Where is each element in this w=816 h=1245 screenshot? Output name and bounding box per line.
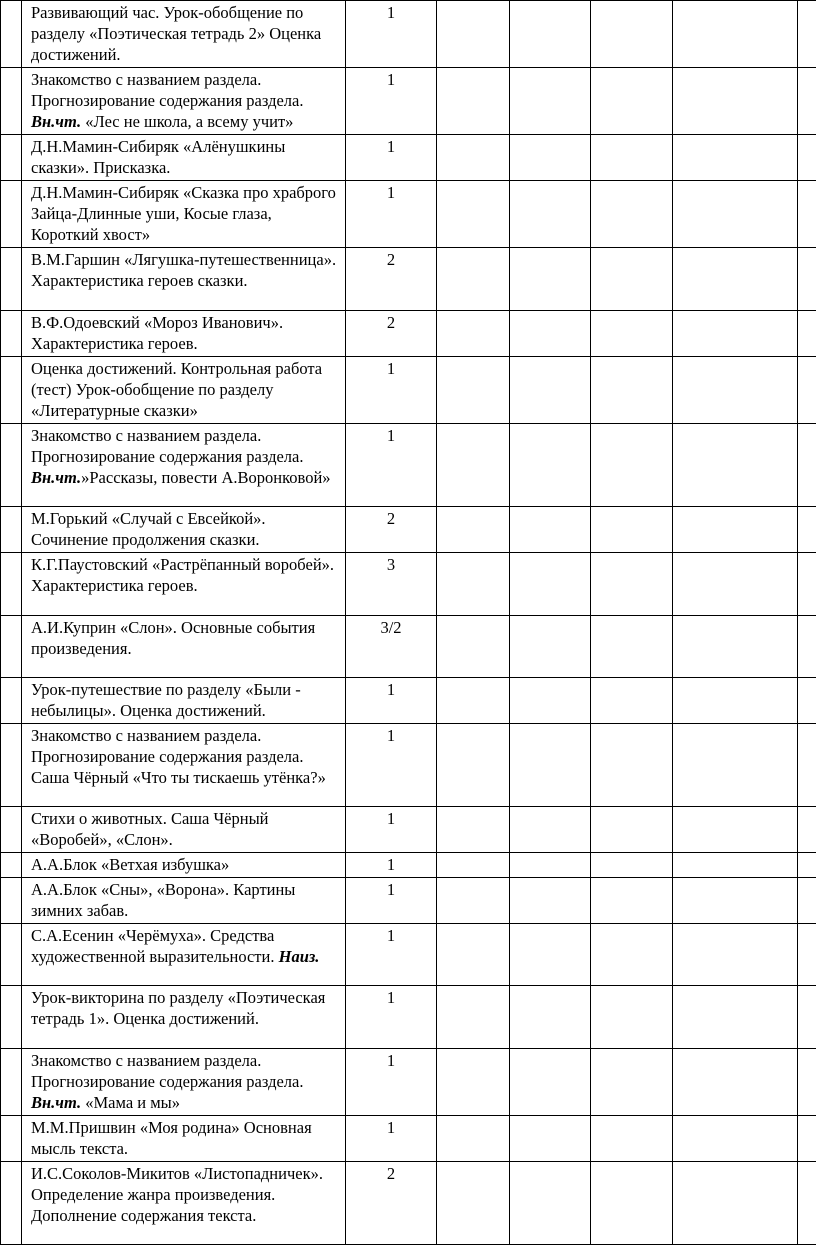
row-number-cell <box>1 986 22 1049</box>
hours-value: 2 <box>346 507 436 529</box>
lesson-topic-text: И.С.Соколов-Микитов «Листопадничек». Определение жанра произведения. Дополнение содержания текста. <box>31 1164 323 1225</box>
lesson-topic-cell <box>22 986 346 1049</box>
table-row <box>1 248 816 311</box>
lesson-topic-text: Оценка достижений. Контрольная работа (тест) Урок-обобщение по разделу «Литературные сказки» <box>31 359 322 420</box>
empty-cell-2 <box>510 311 591 357</box>
empty-cell-4 <box>673 986 798 1049</box>
table-row <box>1 507 816 553</box>
lesson-topic-text: Стихи о животных. Саша Чёрный «Воробей», «Слон». <box>31 809 269 849</box>
empty-cell-4 <box>673 853 798 878</box>
empty-cell-3 <box>591 181 673 248</box>
empty-cell-2 <box>510 68 591 135</box>
lesson-topic-text: В.Ф.Одоевский «Мороз Иванович». Характеристика героев. <box>31 313 283 353</box>
hours-cell <box>346 553 437 616</box>
empty-cell-2 <box>510 424 591 507</box>
lesson-topic-cell <box>22 135 346 181</box>
empty-cell-4 <box>673 1116 798 1162</box>
empty-cell-4 <box>673 724 798 807</box>
hours-value: 3 <box>346 553 436 575</box>
lesson-topic-text: С.А.Есенин «Черёмуха». Средства художественной выразительности. <box>31 926 274 966</box>
empty-cell-3 <box>591 924 673 986</box>
row-number-cell <box>1 853 22 878</box>
empty-cell-4 <box>673 878 798 924</box>
empty-cell-3 <box>591 68 673 135</box>
empty-cell-3 <box>591 724 673 807</box>
empty-cell-5 <box>798 311 816 357</box>
empty-cell-4 <box>673 424 798 507</box>
table-row <box>1 357 816 424</box>
empty-cell-1 <box>437 616 510 678</box>
lesson-topic-cell <box>22 1049 346 1116</box>
hours-cell <box>346 1116 437 1162</box>
empty-cell-4 <box>673 924 798 986</box>
empty-cell-5 <box>798 986 816 1049</box>
empty-cell-2 <box>510 878 591 924</box>
hours-value: 1 <box>346 724 436 746</box>
empty-cell-3 <box>591 135 673 181</box>
row-number-cell <box>1 1116 22 1162</box>
empty-cell-5 <box>798 553 816 616</box>
empty-cell-2 <box>510 678 591 724</box>
empty-cell-1 <box>437 1 510 68</box>
lesson-topic-cell <box>22 424 346 507</box>
lesson-topic-extra: «Мама и мы» <box>81 1093 180 1112</box>
lesson-topic-label: Вн.чт. <box>31 468 81 487</box>
lesson-topic-cell <box>22 724 346 807</box>
lesson-topic-extra: »Рассказы, повести А.Воронковой» <box>81 468 330 487</box>
row-number-cell <box>1 181 22 248</box>
empty-cell-3 <box>591 986 673 1049</box>
table-row <box>1 1162 816 1245</box>
hours-cell <box>346 507 437 553</box>
row-number-cell <box>1 135 22 181</box>
lesson-topic-text: Знакомство с названием раздела. Прогнозирование содержания раздела. <box>31 1051 303 1091</box>
lesson-topic-label: Вн.чт. <box>31 1093 81 1112</box>
empty-cell-1 <box>437 68 510 135</box>
row-number-cell <box>1 248 22 311</box>
lesson-topic-cell <box>22 1162 346 1245</box>
hours-value: 1 <box>346 807 436 829</box>
hours-value: 2 <box>346 1162 436 1184</box>
hours-value: 1 <box>346 181 436 203</box>
empty-cell-2 <box>510 135 591 181</box>
row-number-cell <box>1 1162 22 1245</box>
hours-cell <box>346 248 437 311</box>
row-number-cell <box>1 807 22 853</box>
table-row <box>1 807 816 853</box>
empty-cell-5 <box>798 924 816 986</box>
hours-value: 2 <box>346 311 436 333</box>
hours-cell <box>346 853 437 878</box>
table-row <box>1 878 816 924</box>
lesson-topic-cell <box>22 357 346 424</box>
lesson-topic-text: Развивающий час. Урок-обобщение по разделу «Поэтическая тетрадь 2» Оценка достижений. <box>31 3 321 64</box>
lesson-topic-cell <box>22 553 346 616</box>
row-number-cell <box>1 507 22 553</box>
empty-cell-5 <box>798 616 816 678</box>
table-row <box>1 311 816 357</box>
lesson-topic-text: К.Г.Паустовский «Растрёпанный воробей». Характеристика героев. <box>31 555 334 595</box>
lesson-topic-label: Наиз. <box>279 947 320 966</box>
empty-cell-5 <box>798 853 816 878</box>
empty-cell-1 <box>437 924 510 986</box>
empty-cell-1 <box>437 181 510 248</box>
row-number-cell <box>1 553 22 616</box>
empty-cell-4 <box>673 678 798 724</box>
empty-cell-4 <box>673 507 798 553</box>
lesson-topic-text: А.А.Блок «Сны», «Ворона». Картины зимних забав. <box>31 880 295 920</box>
table-row <box>1 135 816 181</box>
table-row <box>1 853 816 878</box>
empty-cell-5 <box>798 424 816 507</box>
lesson-topic-text: А.А.Блок «Ветхая избушка» <box>31 855 229 874</box>
empty-cell-3 <box>591 1 673 68</box>
row-number-cell <box>1 424 22 507</box>
empty-cell-1 <box>437 1162 510 1245</box>
empty-cell-1 <box>437 311 510 357</box>
table-row <box>1 181 816 248</box>
hours-cell <box>346 1162 437 1245</box>
empty-cell-1 <box>437 853 510 878</box>
empty-cell-4 <box>673 248 798 311</box>
empty-cell-3 <box>591 1162 673 1245</box>
empty-cell-3 <box>591 853 673 878</box>
empty-cell-2 <box>510 986 591 1049</box>
empty-cell-3 <box>591 616 673 678</box>
lesson-topic-cell <box>22 1116 346 1162</box>
hours-value: 3/2 <box>346 616 436 638</box>
empty-cell-5 <box>798 1116 816 1162</box>
row-number-cell <box>1 1049 22 1116</box>
empty-cell-3 <box>591 807 673 853</box>
row-number-cell <box>1 924 22 986</box>
empty-cell-4 <box>673 357 798 424</box>
table-body <box>1 1 816 1245</box>
hours-cell <box>346 357 437 424</box>
empty-cell-4 <box>673 616 798 678</box>
empty-cell-3 <box>591 678 673 724</box>
hours-value: 1 <box>346 853 436 875</box>
empty-cell-1 <box>437 1049 510 1116</box>
hours-cell <box>346 807 437 853</box>
empty-cell-2 <box>510 248 591 311</box>
lesson-topic-cell <box>22 507 346 553</box>
hours-value: 1 <box>346 1 436 23</box>
empty-cell-2 <box>510 616 591 678</box>
table-row <box>1 678 816 724</box>
table-row <box>1 1049 816 1116</box>
hours-cell <box>346 878 437 924</box>
row-number-cell <box>1 357 22 424</box>
table-row <box>1 924 816 986</box>
table-row <box>1 616 816 678</box>
empty-cell-1 <box>437 807 510 853</box>
empty-cell-1 <box>437 1116 510 1162</box>
empty-cell-1 <box>437 724 510 807</box>
lesson-topic-cell <box>22 853 346 878</box>
hours-value: 1 <box>346 424 436 446</box>
lesson-topic-text: Знакомство с названием раздела. Прогнозирование содержания раздела. Саша Чёрный «Что ты тискаешь утёнка?» <box>31 726 326 787</box>
row-number-cell <box>1 311 22 357</box>
empty-cell-1 <box>437 507 510 553</box>
hours-value: 1 <box>346 986 436 1008</box>
hours-value: 1 <box>346 1049 436 1071</box>
empty-cell-3 <box>591 424 673 507</box>
empty-cell-5 <box>798 248 816 311</box>
lesson-topic-text: А.И.Куприн «Слон». Основные события произведения. <box>31 618 315 658</box>
empty-cell-3 <box>591 311 673 357</box>
empty-cell-1 <box>437 424 510 507</box>
empty-cell-4 <box>673 311 798 357</box>
empty-cell-2 <box>510 724 591 807</box>
hours-cell <box>346 986 437 1049</box>
empty-cell-2 <box>510 807 591 853</box>
hours-cell <box>346 68 437 135</box>
hours-value: 1 <box>346 878 436 900</box>
empty-cell-1 <box>437 248 510 311</box>
empty-cell-3 <box>591 248 673 311</box>
row-number-cell <box>1 724 22 807</box>
lesson-topic-cell <box>22 68 346 135</box>
hours-value: 1 <box>346 357 436 379</box>
lesson-topic-text: Урок-викторина по разделу «Поэтическая тетрадь 1». Оценка достижений. <box>31 988 325 1028</box>
lesson-topic-cell <box>22 1 346 68</box>
hours-cell <box>346 311 437 357</box>
empty-cell-2 <box>510 1116 591 1162</box>
hours-cell <box>346 135 437 181</box>
lesson-topic-text: Д.Н.Мамин-Сибиряк «Сказка про храброго Зайца-Длинные уши, Косые глаза, Короткий хвост» <box>31 183 336 244</box>
hours-value: 1 <box>346 135 436 157</box>
empty-cell-1 <box>437 357 510 424</box>
empty-cell-1 <box>437 678 510 724</box>
empty-cell-5 <box>798 507 816 553</box>
row-number-cell <box>1 68 22 135</box>
empty-cell-4 <box>673 553 798 616</box>
empty-cell-5 <box>798 181 816 248</box>
lesson-topic-text: М.Горький «Случай с Евсейкой». Сочинение продолжения сказки. <box>31 509 266 549</box>
empty-cell-2 <box>510 1049 591 1116</box>
empty-cell-2 <box>510 1162 591 1245</box>
hours-cell <box>346 724 437 807</box>
table-row <box>1 424 816 507</box>
hours-cell <box>346 924 437 986</box>
empty-cell-5 <box>798 1162 816 1245</box>
lesson-topic-cell <box>22 248 346 311</box>
empty-cell-1 <box>437 878 510 924</box>
table-row <box>1 553 816 616</box>
hours-cell <box>346 1049 437 1116</box>
empty-cell-5 <box>798 357 816 424</box>
lesson-topic-text: М.М.Пришвин «Моя родина» Основная мысль текста. <box>31 1118 312 1158</box>
empty-cell-4 <box>673 807 798 853</box>
table-row <box>1 986 816 1049</box>
empty-cell-5 <box>798 135 816 181</box>
empty-cell-3 <box>591 1049 673 1116</box>
lesson-topic-text: Знакомство с названием раздела. Прогнозирование содержания раздела. <box>31 426 303 466</box>
row-number-cell <box>1 678 22 724</box>
empty-cell-5 <box>798 878 816 924</box>
empty-cell-5 <box>798 724 816 807</box>
lesson-topic-text: Знакомство с названием раздела. Прогнозирование содержания раздела. <box>31 70 303 110</box>
lesson-topic-cell <box>22 181 346 248</box>
empty-cell-5 <box>798 678 816 724</box>
empty-cell-4 <box>673 1 798 68</box>
lesson-topic-text: Урок-путешествие по разделу «Были - небылицы». Оценка достижений. <box>31 680 301 720</box>
lesson-topic-extra: «Лес не школа, а всему учит» <box>81 112 293 131</box>
empty-cell-3 <box>591 553 673 616</box>
empty-cell-5 <box>798 807 816 853</box>
lesson-topic-cell <box>22 807 346 853</box>
empty-cell-3 <box>591 507 673 553</box>
hours-cell <box>346 678 437 724</box>
hours-cell <box>346 1 437 68</box>
lesson-topic-label: Вн.чт. <box>31 112 81 131</box>
empty-cell-5 <box>798 1049 816 1116</box>
hours-value: 1 <box>346 678 436 700</box>
empty-cell-3 <box>591 1116 673 1162</box>
table-row <box>1 1116 816 1162</box>
lesson-topic-cell <box>22 311 346 357</box>
row-number-cell <box>1 878 22 924</box>
empty-cell-4 <box>673 135 798 181</box>
empty-cell-2 <box>510 507 591 553</box>
empty-cell-4 <box>673 68 798 135</box>
empty-cell-1 <box>437 986 510 1049</box>
empty-cell-3 <box>591 878 673 924</box>
empty-cell-1 <box>437 553 510 616</box>
hours-cell <box>346 616 437 678</box>
empty-cell-2 <box>510 181 591 248</box>
empty-cell-1 <box>437 135 510 181</box>
table-row <box>1 724 816 807</box>
row-number-cell <box>1 1 22 68</box>
empty-cell-5 <box>798 68 816 135</box>
lesson-topic-cell <box>22 878 346 924</box>
lesson-topic-text: В.М.Гаршин «Лягушка-путешественница». Характеристика героев сказки. <box>31 250 336 290</box>
empty-cell-4 <box>673 181 798 248</box>
hours-value: 1 <box>346 68 436 90</box>
empty-cell-2 <box>510 553 591 616</box>
lesson-topic-text: Д.Н.Мамин-Сибиряк «Алёнушкины сказки». Присказка. <box>31 137 285 177</box>
hours-value: 1 <box>346 924 436 946</box>
lesson-topic-cell <box>22 924 346 986</box>
empty-cell-5 <box>798 1 816 68</box>
empty-cell-4 <box>673 1162 798 1245</box>
row-number-cell <box>1 616 22 678</box>
lesson-topic-cell <box>22 678 346 724</box>
hours-cell <box>346 424 437 507</box>
empty-cell-4 <box>673 1049 798 1116</box>
lesson-topic-cell <box>22 616 346 678</box>
empty-cell-3 <box>591 357 673 424</box>
table-row <box>1 1 816 68</box>
hours-value: 1 <box>346 1116 436 1138</box>
hours-cell <box>346 181 437 248</box>
empty-cell-2 <box>510 924 591 986</box>
empty-cell-2 <box>510 853 591 878</box>
empty-cell-2 <box>510 357 591 424</box>
hours-value: 2 <box>346 248 436 270</box>
table-row <box>1 68 816 135</box>
empty-cell-2 <box>510 1 591 68</box>
